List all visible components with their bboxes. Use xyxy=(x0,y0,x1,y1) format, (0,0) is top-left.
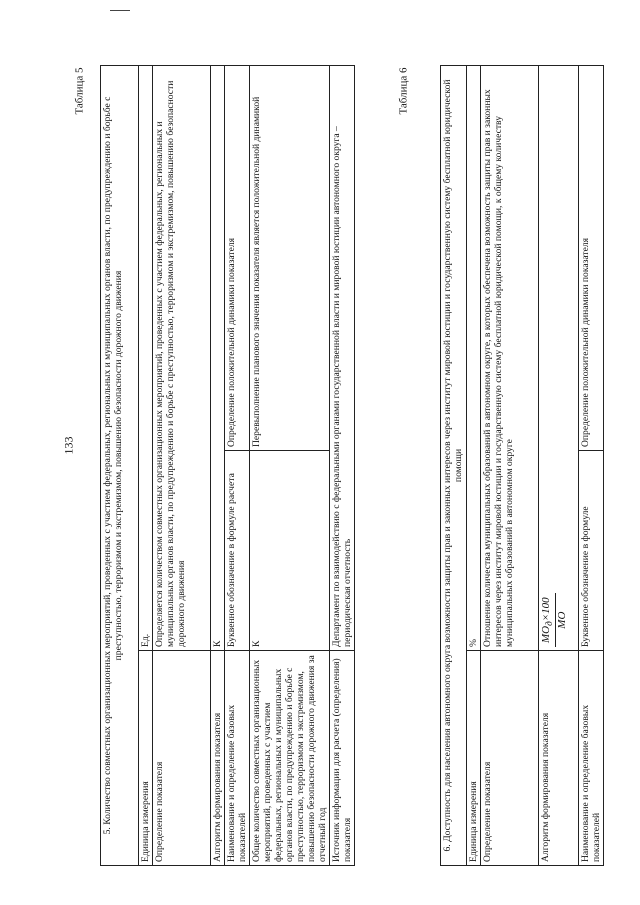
table5-unit-value: Ед. xyxy=(139,65,153,650)
table5-title: 5. Количество совместных организационных мероприятий, проведенных с участием федеральных, региональных и муниципальных органов власти, по предупреждению и борьбе с преступностью, терроризмом и экстремизмом, повышению безопасности дорожного движения xyxy=(101,65,139,865)
table6-header-col2: Буквенное обозначение в формуле xyxy=(579,451,604,651)
table6-definition-value: Отношение количества муниципальных образований в автономном округе, в которых обеспечена возможность защиты прав и законных интересов через институт мировой юстиции и государственную систему бесплатной юридической помощи, к общему количеству муниципальных образований в автономном округе xyxy=(481,65,539,650)
table6-title: 6. Доступность для населения автономного округа возможности защиты прав и законных интересов через институт мировой юстиции и государственную систему бесплатной юридической помощи xyxy=(441,65,467,865)
page-number: 133 xyxy=(61,436,76,455)
table6-label: Таблица 6 xyxy=(397,67,410,115)
table6-unit-label: Единица измерения xyxy=(467,651,481,866)
table6-formula xyxy=(539,65,579,650)
table5-unit-label: Единица измерения xyxy=(139,651,153,866)
page-top-marker xyxy=(110,0,130,11)
table5-source-value: Департамент по взаимодействию с федеральными органами государственной власти и мировой юстиции автономного округа – периодическая отчетность xyxy=(330,65,355,650)
table5-algorithm-label: Алгоритм формирования показателя xyxy=(211,651,225,866)
formula-numerator: МО xyxy=(540,625,553,643)
table5-header-col2: Буквенное обозначение в формуле расчета xyxy=(225,451,250,651)
table5-label: Таблица 5 xyxy=(73,67,86,115)
formula-subscript: д xyxy=(544,621,555,626)
table5 xyxy=(100,66,354,866)
table5-base-col1: Общее количество совместных организационных мероприятий, проведенных с участием федеральных, региональных и муниципальных органов власти, по предупреждению и борьбе с преступностью, терроризмом и экстремизмом, повышению безопасности дорожного движения за отчетный год xyxy=(250,651,330,866)
table6 xyxy=(440,66,603,866)
table5-definition-label: Определение показателя xyxy=(153,651,211,866)
table5-base-col3: Перевыполнение планового значения показателя является положительной динамикой xyxy=(250,65,330,450)
table5-algorithm-value: К xyxy=(211,65,225,650)
table5-header-col1: Наименование и определение базовых показателей xyxy=(225,651,250,866)
formula-fraction xyxy=(540,593,568,647)
table6-header-col3: Определение положительной динамики показателя xyxy=(579,65,604,450)
table5-header-col3: Определение положительной динамики показателя xyxy=(225,65,250,450)
table6-header-col1: Наименование и определение базовых показателей xyxy=(579,651,604,866)
table5-source-label: Источник информации для расчета (определения) показателя xyxy=(330,651,355,866)
table6-unit-value: % xyxy=(467,65,481,650)
formula-times: ×100 xyxy=(540,597,553,622)
table6-definition-label: Определение показателя xyxy=(481,651,539,866)
table6-algorithm-label: Алгоритм формирования показателя xyxy=(539,651,579,866)
formula-denominator: МО xyxy=(555,611,568,629)
table5-definition-value: Определяется количеством совместных организационных мероприятий, проведенных с участием федеральных, региональных и муниципальных органов власти, по предупреждению и борьбе с преступностью, терроризмом и экстремизмом, повышению безопасности дорожного движения xyxy=(153,65,211,650)
table5-base-col2: К xyxy=(250,451,330,651)
